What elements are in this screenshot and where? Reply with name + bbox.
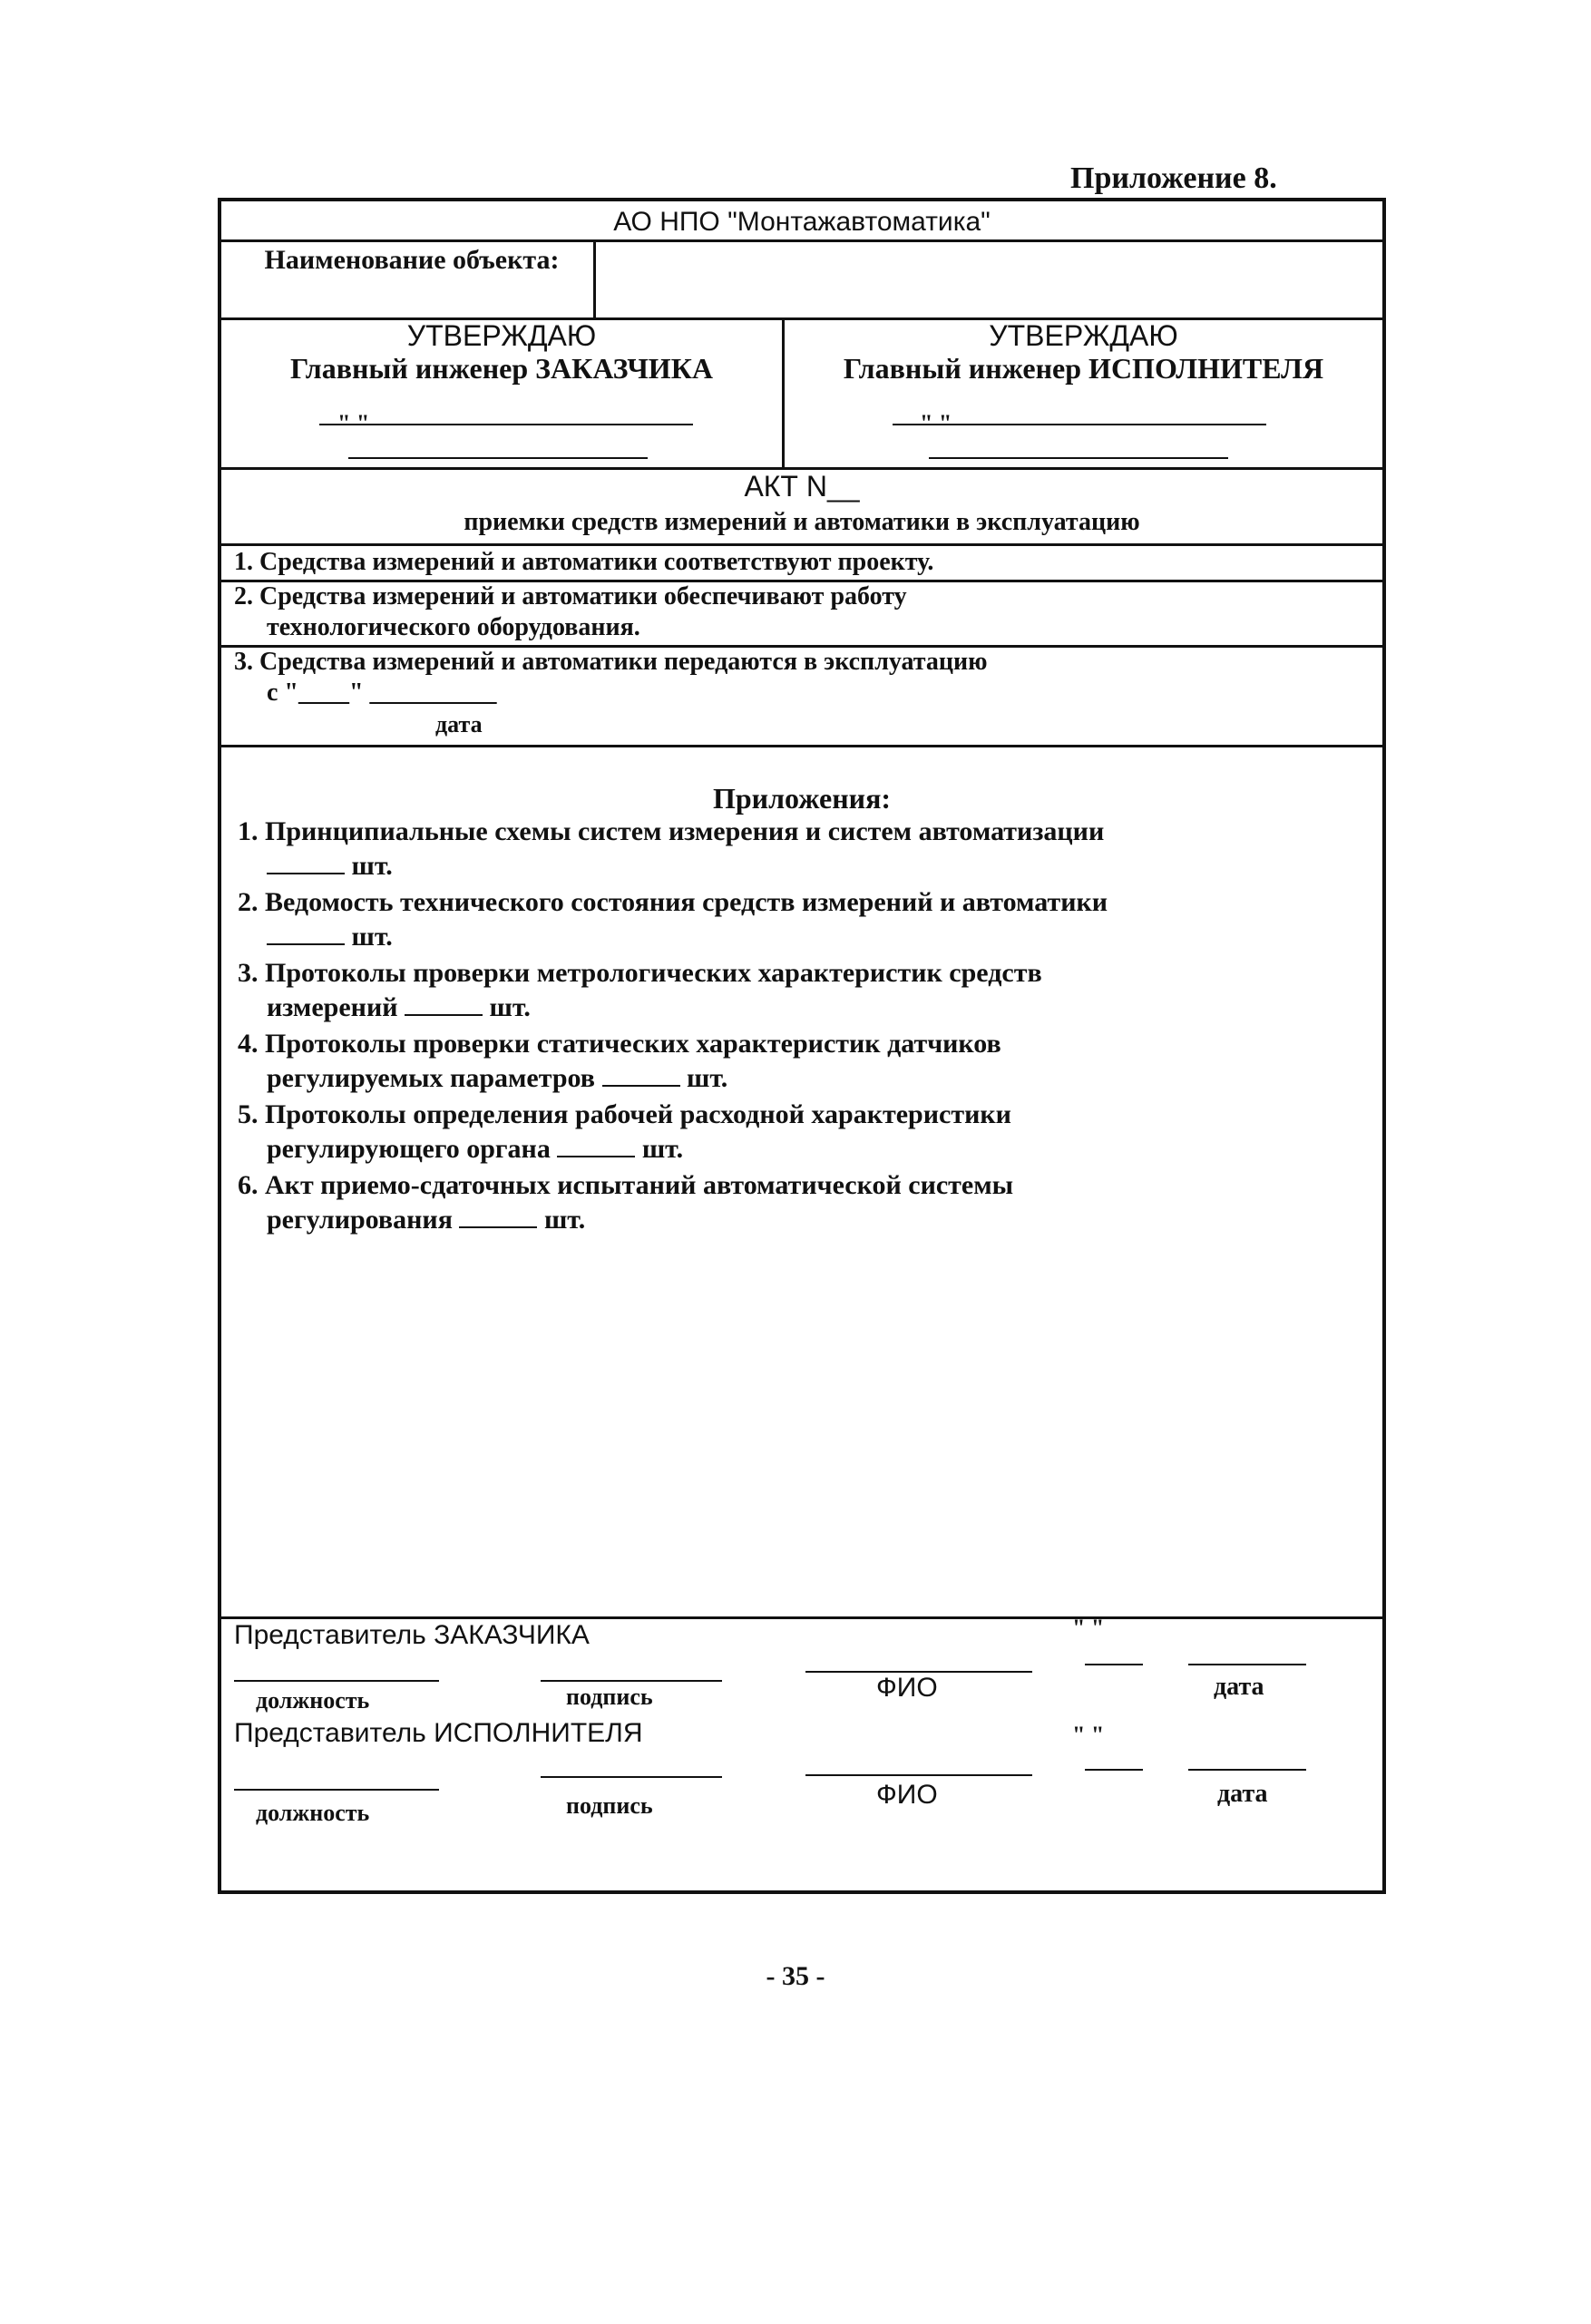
attachment-6-text: 6. Акт приемо-сдаточных испытаний автоматической системы (238, 1170, 1014, 1200)
approve-right-name-line[interactable] (929, 457, 1228, 459)
signature-customer-heading: Представитель ЗАКАЗЧИКА (234, 1620, 590, 1650)
attachment-1-count-field[interactable] (267, 853, 345, 874)
signature-contractor-day-line[interactable] (1085, 1769, 1143, 1771)
page-number: - 35 - (766, 1961, 825, 1991)
org-title: АО НПО "Монтажавтоматика" (613, 207, 991, 237)
signature-contractor-name-label: ФИО (876, 1780, 938, 1810)
signature-contractor-heading: Представитель ИСПОЛНИТЕЛЯ (234, 1718, 643, 1748)
attachment-1-text: 1. Принципиальные схемы систем измерения и систем автоматизации (238, 816, 1105, 846)
statement-2-cont: технологического оборудования. (267, 613, 640, 641)
attachment-6 (238, 1168, 1362, 1237)
signature-customer-signature-line[interactable] (541, 1680, 722, 1682)
act-title: АКТ N__ (744, 470, 860, 503)
approve-left-signature-line[interactable] (319, 424, 693, 425)
signature-contractor-signature-label: подпись (566, 1792, 653, 1819)
divider (221, 543, 1382, 546)
statement-1: 1. Средства измерений и автоматики соответствуют проекту. (234, 548, 934, 576)
attachment-6-count-field[interactable] (459, 1206, 537, 1228)
statement-3: 3. Средства измерений и автоматики передаются в эксплуатацию (234, 648, 988, 676)
signature-customer-day-line[interactable] (1085, 1664, 1143, 1665)
statement-3-caption: дата (435, 711, 483, 737)
attachment-5-cont: регулирующего органа (267, 1134, 551, 1164)
signature-contractor-month-line[interactable] (1188, 1769, 1306, 1771)
attachment-3-cont: измерений (267, 992, 398, 1022)
statement-2: 2. Средства измерений и автоматики обеспечивают работу (234, 582, 907, 610)
attachment-3-unit: шт. (489, 992, 531, 1022)
approve-left-name-line[interactable] (348, 457, 648, 459)
attachment-5-unit: шт. (641, 1134, 684, 1164)
approve-right-signature-line[interactable] (893, 424, 1266, 425)
signature-contractor-position-label: должность (256, 1800, 370, 1826)
attachment-3-count-field[interactable] (405, 994, 483, 1016)
act-subtitle: приемки средств измерений и автоматики в эксплуатацию (464, 508, 1140, 536)
attachment-3-text: 3. Протоколы проверки метрологических характеристик средств (238, 958, 1042, 988)
attachments-heading: Приложения: (712, 782, 892, 815)
object-label: Наименование объекта: (264, 245, 560, 275)
attachment-4-cont: регулируемых параметров (267, 1063, 595, 1093)
signature-contractor-signature-line[interactable] (541, 1776, 722, 1778)
signature-contractor-name-line[interactable] (805, 1774, 1032, 1776)
divider (593, 239, 596, 317)
approve-left-role: Главный инженер ЗАКАЗЧИКА (289, 352, 713, 385)
attachment-1-unit: шт. (351, 851, 393, 881)
approve-left-title: УТВЕРЖДАЮ (406, 319, 597, 352)
attachment-4-count-field[interactable] (602, 1065, 680, 1087)
attachment-1 (238, 815, 1362, 884)
approve-right-title: УТВЕРЖДАЮ (989, 319, 1178, 352)
attachment-4-text: 4. Протоколы проверки статических характеристик датчиков (238, 1029, 1001, 1059)
attachment-2-count-field[interactable] (267, 923, 345, 945)
divider (221, 745, 1382, 747)
signature-customer-date-label: дата (1214, 1673, 1264, 1701)
attachment-6-cont: регулирования (267, 1205, 453, 1235)
attachment-6-unit: шт. (543, 1205, 586, 1235)
approve-right-date-quotes: " " (920, 410, 952, 436)
attachment-2 (238, 885, 1362, 954)
attachment-5 (238, 1098, 1362, 1167)
attachment-4 (238, 1027, 1362, 1096)
signature-customer-quotes: " " (1072, 1615, 1105, 1641)
signature-customer-name-label: ФИО (876, 1673, 938, 1703)
signature-customer-signature-label: подпись (566, 1684, 653, 1710)
attachment-2-unit: шт. (351, 922, 393, 952)
approve-right-role: Главный инженер ИСПОЛНИТЕЛЯ (843, 352, 1324, 385)
signature-contractor-quotes: " " (1072, 1722, 1105, 1748)
signature-customer-month-line[interactable] (1188, 1664, 1306, 1665)
approve-left-date-quotes: " " (337, 410, 370, 436)
signature-contractor-date-label: дата (1217, 1780, 1268, 1808)
divider (221, 239, 1382, 242)
attachment-5-count-field[interactable] (557, 1136, 635, 1157)
signature-customer-position-line[interactable] (234, 1680, 439, 1682)
attachment-3 (238, 956, 1362, 1025)
attachment-5-text: 5. Протоколы определения рабочей расходной характеристики (238, 1099, 1011, 1129)
attachment-4-unit: шт. (687, 1063, 728, 1093)
attachment-2-text: 2. Ведомость технического состояния средств измерений и автоматики (238, 887, 1108, 917)
signature-customer-position-label: должность (256, 1687, 370, 1714)
appendix-label: Приложение 8. (1070, 161, 1277, 195)
divider (221, 1616, 1382, 1619)
statement-3-date-field[interactable]: с "____" __________ (267, 679, 497, 707)
signature-contractor-position-line[interactable] (234, 1789, 439, 1791)
